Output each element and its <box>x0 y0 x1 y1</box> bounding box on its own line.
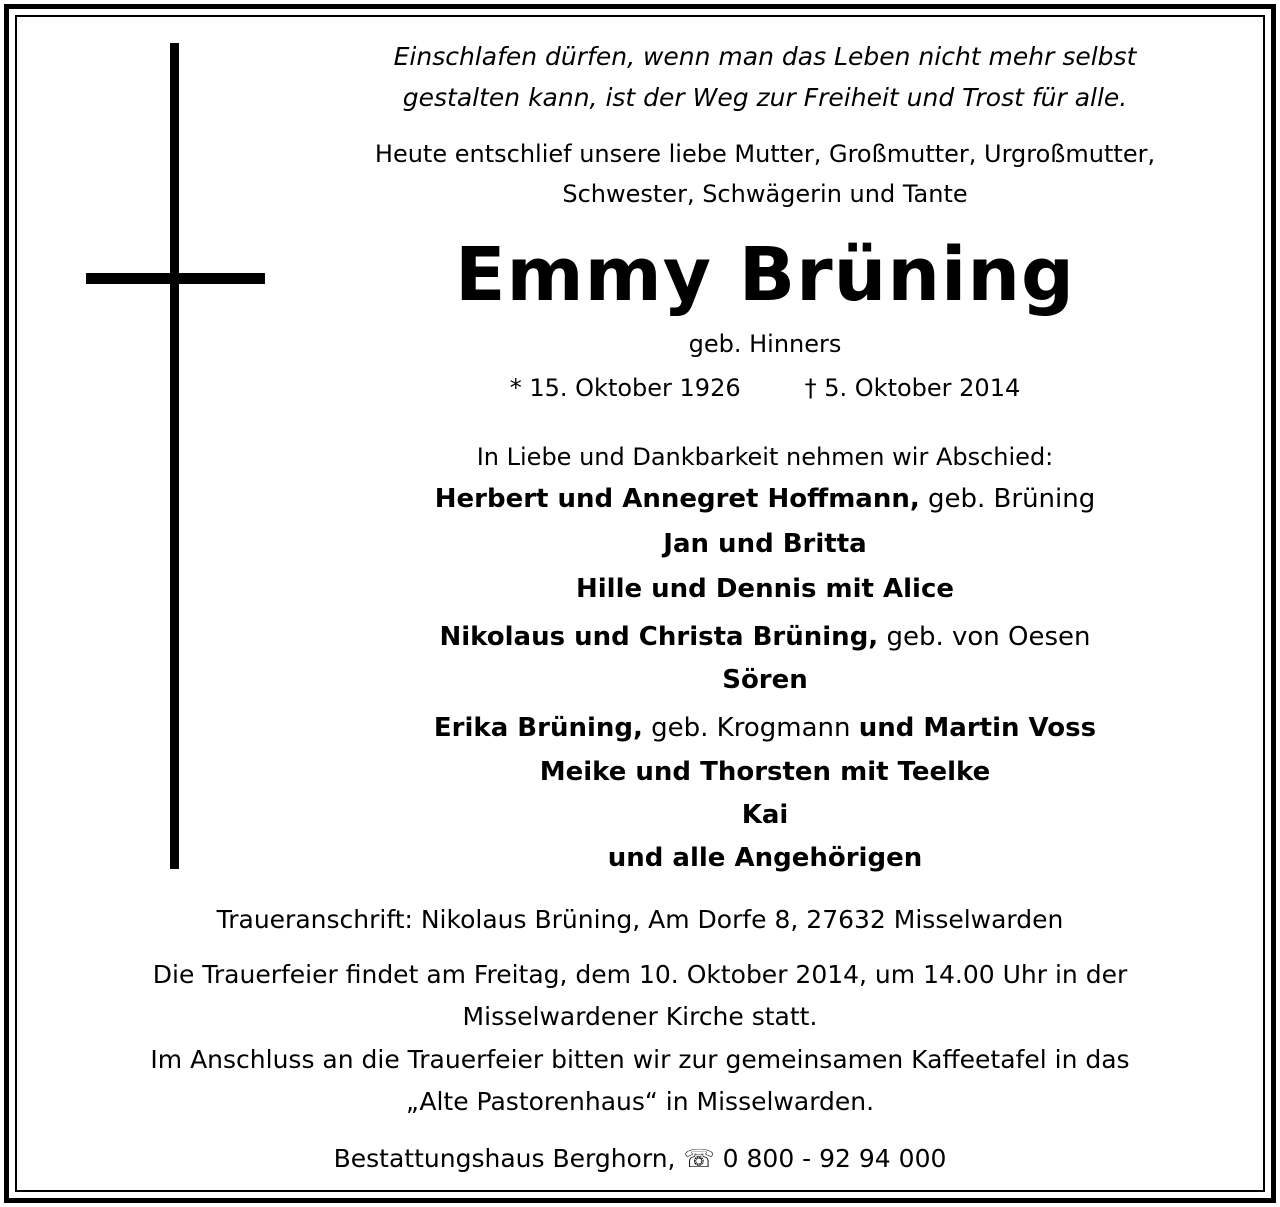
mourner-jan: Jan und Britta <box>663 529 867 559</box>
death-date: † 5. Oktober 2014 <box>804 374 1021 402</box>
mourner-nikolaus-maiden: geb. von Oesen <box>878 622 1091 652</box>
life-dates <box>250 374 1280 402</box>
cross-vertical-bar <box>170 43 179 869</box>
motto-line-2: gestalten kann, ist der Weg zur Freiheit und Trost für alle. <box>402 83 1128 112</box>
undertaker-phone: 0 800 - 92 94 000 <box>722 1144 947 1173</box>
mourner-nikolaus <box>250 622 1280 652</box>
mourner-hoffmann <box>250 484 1280 514</box>
mourner-erika <box>250 713 1280 743</box>
mourner-soeren: Sören <box>722 665 808 695</box>
reception-line-1: Im Anschluss an die Trauerfeier bitten wir zur gemeinsamen Kaffeetafel in das <box>150 1045 1130 1074</box>
deceased-maiden-name: geb. Hinners <box>688 330 842 358</box>
deceased-name: Emmy Brüning <box>454 232 1076 318</box>
mourner-hille: Hille und Dennis mit Alice <box>575 574 954 604</box>
intro-line-1: Heute entschlief unsere liebe Mutter, Großmutter, Urgroßmutter, <box>374 140 1156 168</box>
motto-line-1: Einschlafen dürfen, wenn man das Leben nicht mehr selbst <box>393 42 1137 71</box>
mourner-kai: Kai <box>741 800 789 830</box>
mourner-erika-name: Erika Brüning, <box>433 713 643 743</box>
service-line-2: Misselwardener Kirche statt. <box>462 1002 818 1031</box>
mourner-meike: Meike und Thorsten mit Teelke <box>539 757 991 787</box>
mourning-address: Traueranschrift: Nikolaus Brüning, Am Dorfe 8, 27632 Misselwarden <box>216 905 1064 934</box>
mourner-hoffmann-maiden: geb. Brüning <box>919 484 1096 514</box>
mourner-nikolaus-name: Nikolaus und Christa Brüning, <box>439 622 879 652</box>
phone-icon: ☏ <box>683 1144 715 1173</box>
mourner-erika-maiden: geb. Krogmann <box>642 713 859 743</box>
mourner-relatives: und alle Angehörigen <box>607 843 923 873</box>
reception-line-2: „Alte Pastorenhaus“ in Misselwarden. <box>405 1087 875 1116</box>
mourner-martin: und Martin Voss <box>858 713 1097 743</box>
farewell-intro: In Liebe und Dankbarkeit nehmen wir Abschied: <box>476 443 1054 471</box>
cross-horizontal-bar <box>86 273 265 284</box>
birth-date: * 15. Oktober 1926 <box>509 374 741 402</box>
mourner-hoffmann-name: Herbert und Annegret Hoffmann, <box>434 484 920 514</box>
undertaker <box>0 1144 1280 1173</box>
service-line-1: Die Trauerfeier findet am Freitag, dem 10. Oktober 2014, um 14.00 Uhr in der <box>152 960 1128 989</box>
intro-line-2: Schwester, Schwägerin und Tante <box>562 180 968 208</box>
undertaker-name: Bestattungshaus Berghorn, <box>333 1144 676 1173</box>
